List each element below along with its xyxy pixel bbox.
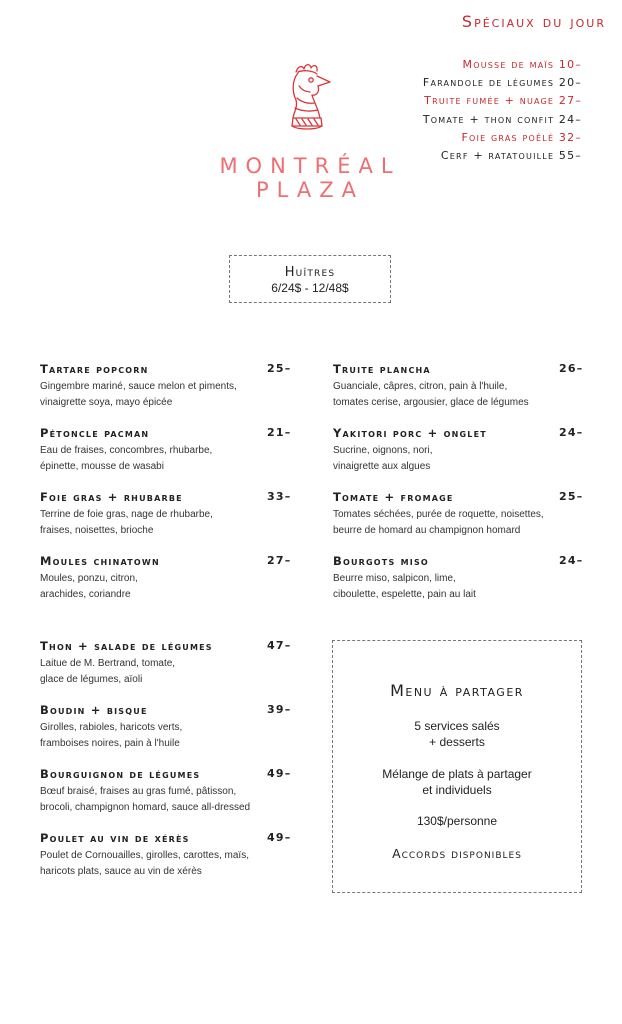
dish-item bbox=[333, 554, 584, 603]
dish-desc: Girolles, rabioles, haricots verts, framboises noires, pain à l'huile bbox=[40, 722, 183, 749]
brand-line-1: MONTRÉAL bbox=[219, 154, 401, 178]
dish-item bbox=[333, 490, 584, 539]
oyster-box bbox=[229, 255, 391, 303]
dish-desc: Moules, ponzu, citron, arachides, coriandre bbox=[40, 573, 138, 600]
dish-desc: Guanciale, câpres, citron, pain à l'huile, tomates cerise, argousier, glace de légumes bbox=[333, 381, 529, 408]
dish-price: 49– bbox=[267, 767, 292, 780]
dish-price: 24– bbox=[559, 426, 584, 439]
dish-price: 47– bbox=[267, 639, 292, 652]
dish-price: 21– bbox=[267, 426, 292, 439]
dish-desc: Beurre miso, salpicon, lime, ciboulette, espelette, pain au lait bbox=[333, 573, 476, 600]
dish-item bbox=[40, 639, 292, 688]
dish-item bbox=[40, 426, 292, 475]
dish-desc: Laitue de M. Bertrand, tomate, glace de légumes, aïoli bbox=[40, 658, 176, 685]
rooster-icon bbox=[284, 62, 336, 136]
specials-list bbox=[342, 56, 582, 165]
dish-price: 27– bbox=[267, 554, 292, 567]
special-item: Truite fumée + nuage 27– bbox=[424, 94, 582, 108]
dish-item bbox=[40, 831, 292, 880]
dish-name: Bourgots miso bbox=[333, 554, 429, 568]
oyster-title: Huîtres bbox=[284, 265, 336, 280]
sharing-menu-box bbox=[332, 640, 582, 893]
dish-desc: Bœuf braisé, fraises au gras fumé, pâtisson, brocoli, champignon homard, sauce all-dressed bbox=[40, 786, 251, 813]
dish-item bbox=[333, 426, 584, 475]
dish-desc: Terrine de foie gras, nage de rhubarbe, fraises, noisettes, brioche bbox=[40, 509, 213, 536]
dish-item bbox=[333, 362, 584, 411]
brand-line-2: PLAZA bbox=[256, 178, 364, 202]
dish-price: 49– bbox=[267, 831, 292, 844]
dish-item bbox=[40, 362, 292, 411]
dish-name: Moules chinatown bbox=[40, 554, 160, 568]
dish-name: Foie gras + rhubarbe bbox=[40, 490, 183, 504]
dish-name: Poulet au vin de xérès bbox=[40, 831, 190, 845]
sharing-menu-services: 5 services salés + desserts bbox=[414, 719, 500, 749]
sharing-menu-price: 130$/personne bbox=[416, 814, 498, 828]
dish-name: Tartare popcorn bbox=[40, 362, 149, 376]
dish-name: Tomate + fromage bbox=[333, 490, 454, 504]
dish-name: Thon + salade de légumes bbox=[40, 639, 213, 653]
dish-price: 25– bbox=[559, 490, 584, 503]
special-item: Mousse de maïs 10– bbox=[462, 58, 582, 71]
dish-item bbox=[40, 703, 292, 752]
dish-name: Pétoncle pacman bbox=[40, 426, 150, 440]
specials-title: Spéciaux du jour bbox=[461, 12, 606, 31]
dish-item bbox=[40, 554, 292, 603]
dish-price: 24– bbox=[559, 554, 584, 567]
sharing-menu-description: Mélange de plats à partager et individuels bbox=[382, 767, 532, 797]
dish-price: 26– bbox=[559, 362, 584, 375]
dish-name: Boudin + bisque bbox=[40, 703, 148, 717]
special-item: Farandole de légumes 20– bbox=[422, 76, 582, 90]
dish-desc: Eau de fraises, concombres, rhubarbe, épinette, mousse de wasabi bbox=[40, 445, 213, 472]
dish-name: Truite plancha bbox=[333, 362, 431, 376]
dish-item bbox=[40, 767, 292, 816]
dish-price: 39– bbox=[267, 703, 292, 716]
dish-price: 25– bbox=[267, 362, 292, 375]
special-item: Tomate + thon confit 24– bbox=[422, 112, 582, 126]
dish-item bbox=[40, 490, 292, 539]
dish-desc: Poulet de Cornouailles, girolles, carottes, maïs, haricots plats, sauce au vin de xérès bbox=[40, 850, 249, 877]
sharing-menu-title: Menu à partager bbox=[390, 681, 524, 700]
oyster-price: 6/24$ - 12/48$ bbox=[271, 281, 349, 295]
dish-name: Yakitori porc + onglet bbox=[333, 426, 487, 440]
special-item: Foie gras poêlé 32– bbox=[461, 130, 582, 144]
dish-price: 33– bbox=[267, 490, 292, 503]
dish-desc: Sucrine, oignons, nori, vinaigrette aux algues bbox=[333, 445, 433, 472]
sharing-menu-pairing: Accords disponibles bbox=[392, 846, 522, 861]
dish-name: Bourguignon de légumes bbox=[40, 767, 201, 781]
special-item: Cerf + ratatouille 55– bbox=[440, 149, 582, 163]
dish-desc: Tomates séchées, purée de roquette, noisettes, beurre de homard au champignon homard bbox=[333, 509, 544, 536]
dish-desc: Gingembre mariné, sauce melon et piments, vinaigrette soya, mayo épicée bbox=[40, 381, 237, 408]
